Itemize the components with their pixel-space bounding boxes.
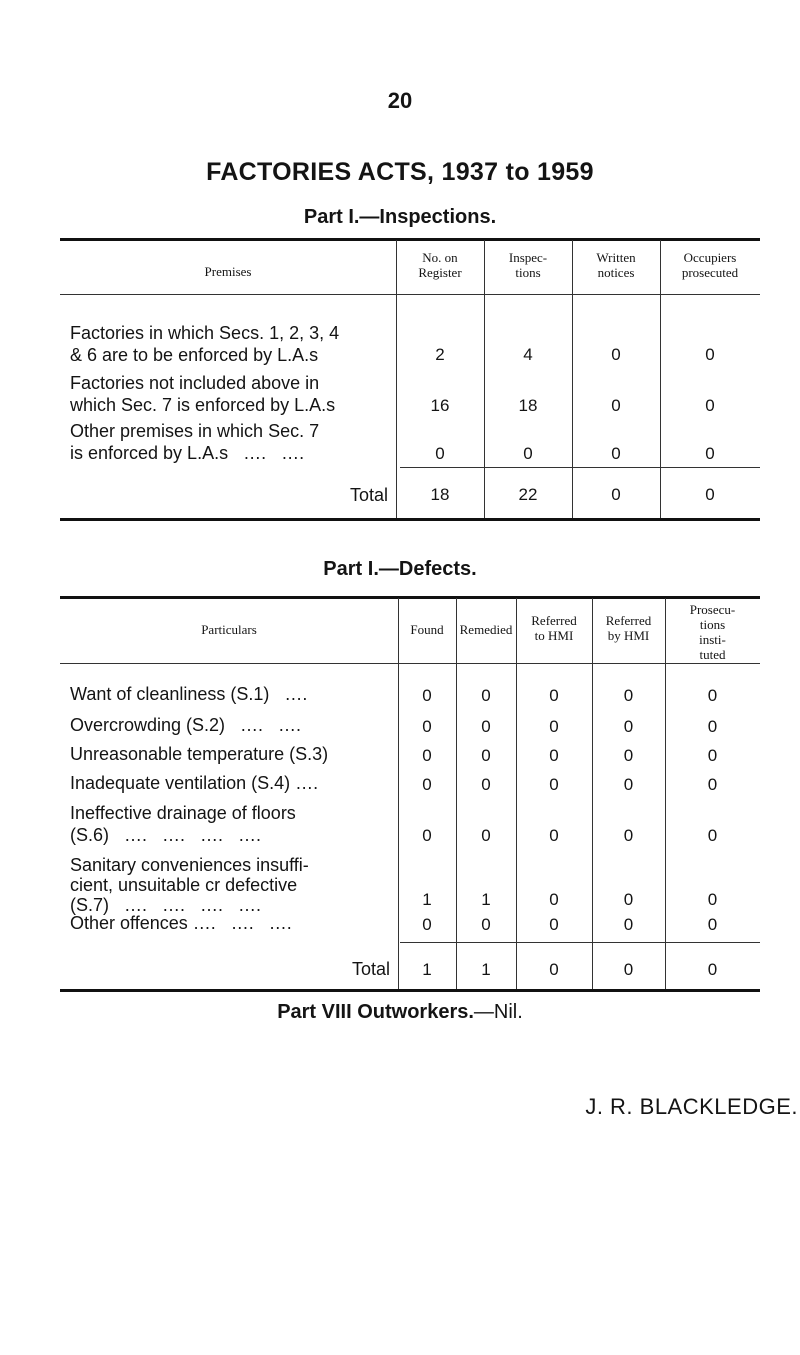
inspection-cell: 2 — [435, 345, 445, 364]
defect-cell: 0 — [422, 775, 432, 794]
defect-cell: 0 — [549, 746, 559, 765]
page-title: FACTORIES ACTS, 1937 to 1959 — [206, 158, 594, 186]
defect-cell: 1 — [422, 890, 432, 909]
defect-cell: 0 — [549, 775, 559, 794]
defect-cell: 0 — [707, 890, 718, 909]
defects-total-label: Total — [351, 959, 390, 979]
defect-cell: 0 — [549, 915, 559, 934]
col-header-inspections: Inspec- tions — [508, 250, 548, 280]
defect-cell: 0 — [549, 890, 559, 909]
inspections-heading: Part I.—Inspections. — [303, 206, 497, 228]
defect-cell: 0 — [623, 915, 634, 934]
defect-total-cell: 1 — [422, 960, 432, 979]
inspection-cell: 4 — [523, 345, 533, 364]
signature: J. R. BLACKLEDGE. — [585, 1094, 798, 1119]
defect-cell: 0 — [422, 915, 432, 934]
defect-cell: 0 — [623, 717, 634, 736]
col-header-remedied: Remedied — [459, 622, 513, 637]
inspections-total-label: Total — [349, 485, 388, 505]
defect-row-label: Other offences …. …. …. — [70, 913, 292, 933]
defect-cell: 0 — [623, 826, 634, 845]
inspection-total-cell: 0 — [705, 485, 715, 504]
defect-row-label: Inadequate ventilation (S.4) …. — [70, 773, 319, 793]
defect-cell: 0 — [707, 826, 718, 845]
defect-row-label: Overcrowding (S.2) …. …. — [70, 715, 302, 735]
col-header-referred-to-hmi: Referred to HMI — [531, 613, 577, 643]
col-header-register: No. on Register — [418, 250, 462, 280]
defect-cell: 0 — [707, 686, 718, 705]
defect-cell: 0 — [422, 717, 432, 736]
inspection-cell: 0 — [523, 444, 533, 463]
defect-cell: 0 — [707, 775, 718, 794]
col-header-written-notices: Written notices — [596, 250, 636, 280]
defect-cell: 0 — [707, 915, 718, 934]
defect-cell: 0 — [623, 686, 634, 705]
defect-total-cell: 0 — [549, 960, 559, 979]
defect-cell: 0 — [481, 717, 491, 736]
defect-cell: 0 — [707, 746, 718, 765]
defect-cell: 0 — [481, 746, 491, 765]
inspection-cell: 0 — [705, 345, 715, 364]
defect-cell: 0 — [422, 686, 432, 705]
col-header-prosecutions: Prosecu- tions insti- tuted — [689, 602, 736, 662]
inspection-cell: 16 — [430, 396, 450, 415]
inspection-cell: 0 — [705, 444, 715, 463]
defect-cell: 0 — [623, 775, 634, 794]
inspection-cell: 0 — [611, 444, 621, 463]
col-header-premises: Premises — [204, 264, 252, 279]
defect-cell: 0 — [623, 746, 634, 765]
col-header-particulars: Particulars — [201, 622, 257, 637]
defect-row-label: Want of cleanliness (S.1) …. — [70, 684, 308, 704]
defect-cell: 0 — [549, 686, 559, 705]
inspection-cell: 0 — [611, 396, 621, 415]
col-header-found: Found — [410, 622, 444, 637]
inspection-total-cell: 22 — [518, 485, 538, 504]
defect-total-cell: 0 — [623, 960, 634, 979]
col-header-occupiers-prosecuted: Occupiers prosecuted — [681, 250, 739, 280]
defect-cell: 0 — [707, 717, 718, 736]
inspection-cell: 18 — [518, 396, 538, 415]
defect-row-label: Unreasonable temperature (S.3) — [70, 744, 329, 764]
defect-cell: 0 — [481, 686, 491, 705]
defect-cell: 0 — [422, 746, 432, 765]
defect-total-cell: 1 — [481, 960, 491, 979]
inspection-row-label: Factories not included above in which Sec. 7 is enforced by L.A.s — [70, 373, 336, 415]
outworkers-heading: Part VIII Outworkers. — [277, 1001, 474, 1023]
inspection-cell: 0 — [611, 345, 621, 364]
page-number: 20 — [387, 88, 413, 113]
defect-cell: 0 — [549, 717, 559, 736]
col-header-referred-by-hmi: Referred by HMI — [605, 613, 652, 643]
outworkers-line — [0, 1001, 800, 1024]
outworkers-text: —Nil. — [473, 1001, 523, 1023]
defect-cell: 1 — [481, 890, 491, 909]
inspection-total-cell: 0 — [611, 485, 621, 504]
defect-cell: 0 — [481, 775, 491, 794]
defect-cell: 0 — [422, 826, 432, 845]
defects-heading: Part I.—Defects. — [323, 558, 477, 580]
defect-cell: 0 — [623, 890, 634, 909]
inspection-total-cell: 18 — [430, 485, 450, 504]
defect-cell: 0 — [481, 915, 491, 934]
defect-cell: 0 — [549, 826, 559, 845]
inspection-row-label: Factories in which Secs. 1, 2, 3, 4 & 6 are to be enforced by L.A.s — [70, 323, 340, 365]
defect-row-label: Sanitary conveniences insuffi- cient, unsuitable cr defective (S.7) …. …. …. …. — [70, 855, 309, 915]
defect-row-label: Ineffective drainage of floors (S.6) …. …. …. …. — [70, 803, 296, 845]
defect-total-cell: 0 — [707, 960, 718, 979]
defect-cell: 0 — [481, 826, 491, 845]
inspection-cell: 0 — [705, 396, 715, 415]
inspection-cell: 0 — [435, 444, 445, 463]
inspection-row-label: Other premises in which Sec. 7 is enforced by L.A.s …. …. — [70, 421, 320, 463]
